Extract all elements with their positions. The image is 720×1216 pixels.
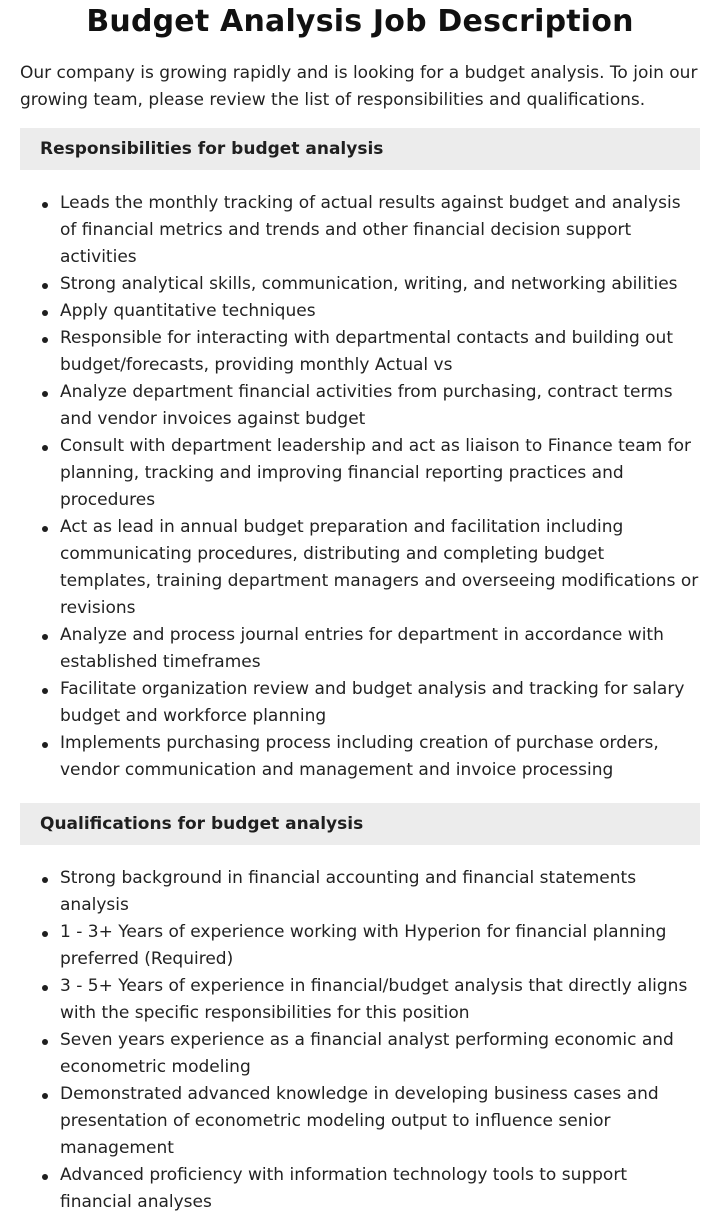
responsibility-item: Facilitate organization review and budget analysis and tracking for salary budget and workforce planning <box>60 676 700 730</box>
qualification-item: 1 - 3+ Years of experience working with Hyperion for financial planning preferred (Required) <box>60 919 700 973</box>
qualification-item: 3 - 5+ Years of experience in financial/budget analysis that directly aligns with the specific responsibilities for this position <box>60 973 700 1027</box>
qualification-item: Demonstrated advanced knowledge in developing business cases and presentation of econometric modeling output to influence senior management <box>60 1081 700 1162</box>
responsibilities-heading: Responsibilities for budget analysis <box>20 128 700 170</box>
qualifications-heading: Qualifications for budget analysis <box>20 803 700 845</box>
responsibility-item: Strong analytical skills, communication, writing, and networking abilities <box>60 271 700 298</box>
responsibility-item: Apply quantitative techniques <box>60 298 700 325</box>
responsibility-item: Analyze and process journal entries for department in accordance with established timeframes <box>60 622 700 676</box>
qualification-item: Advanced proficiency with information technology tools to support financial analyses <box>60 1162 700 1216</box>
responsibilities-list <box>20 190 700 784</box>
responsibility-item: Leads the monthly tracking of actual results against budget and analysis of financial metrics and trends and other financial decision support activities <box>60 190 700 271</box>
responsibility-item: Responsible for interacting with departmental contacts and building out budget/forecasts, providing monthly Actual vs <box>60 325 700 379</box>
intro-paragraph: Our company is growing rapidly and is looking for a budget analysis. To join our growing team, please review the list of responsibilities and qualifications. <box>20 63 698 110</box>
responsibility-item: Implements purchasing process including creation of purchase orders, vendor communication and management and invoice processing <box>60 730 700 784</box>
responsibility-item: Analyze department financial activities from purchasing, contract terms and vendor invoices against budget <box>60 379 700 433</box>
responsibility-item: Consult with department leadership and act as liaison to Finance team for planning, tracking and improving financial reporting practices and procedures <box>60 433 700 514</box>
qualifications-list <box>20 865 700 1216</box>
responsibility-item: Act as lead in annual budget preparation and facilitation including communicating procedures, distributing and completing budget templates, training department managers and overseeing modifications or revisions <box>60 514 700 622</box>
qualification-item: Seven years experience as a financial analyst performing economic and econometric modeling <box>60 1027 700 1081</box>
qualification-item: Strong background in financial accounting and financial statements analysis <box>60 865 700 919</box>
page-title: Budget Analysis Job Description <box>86 4 634 39</box>
